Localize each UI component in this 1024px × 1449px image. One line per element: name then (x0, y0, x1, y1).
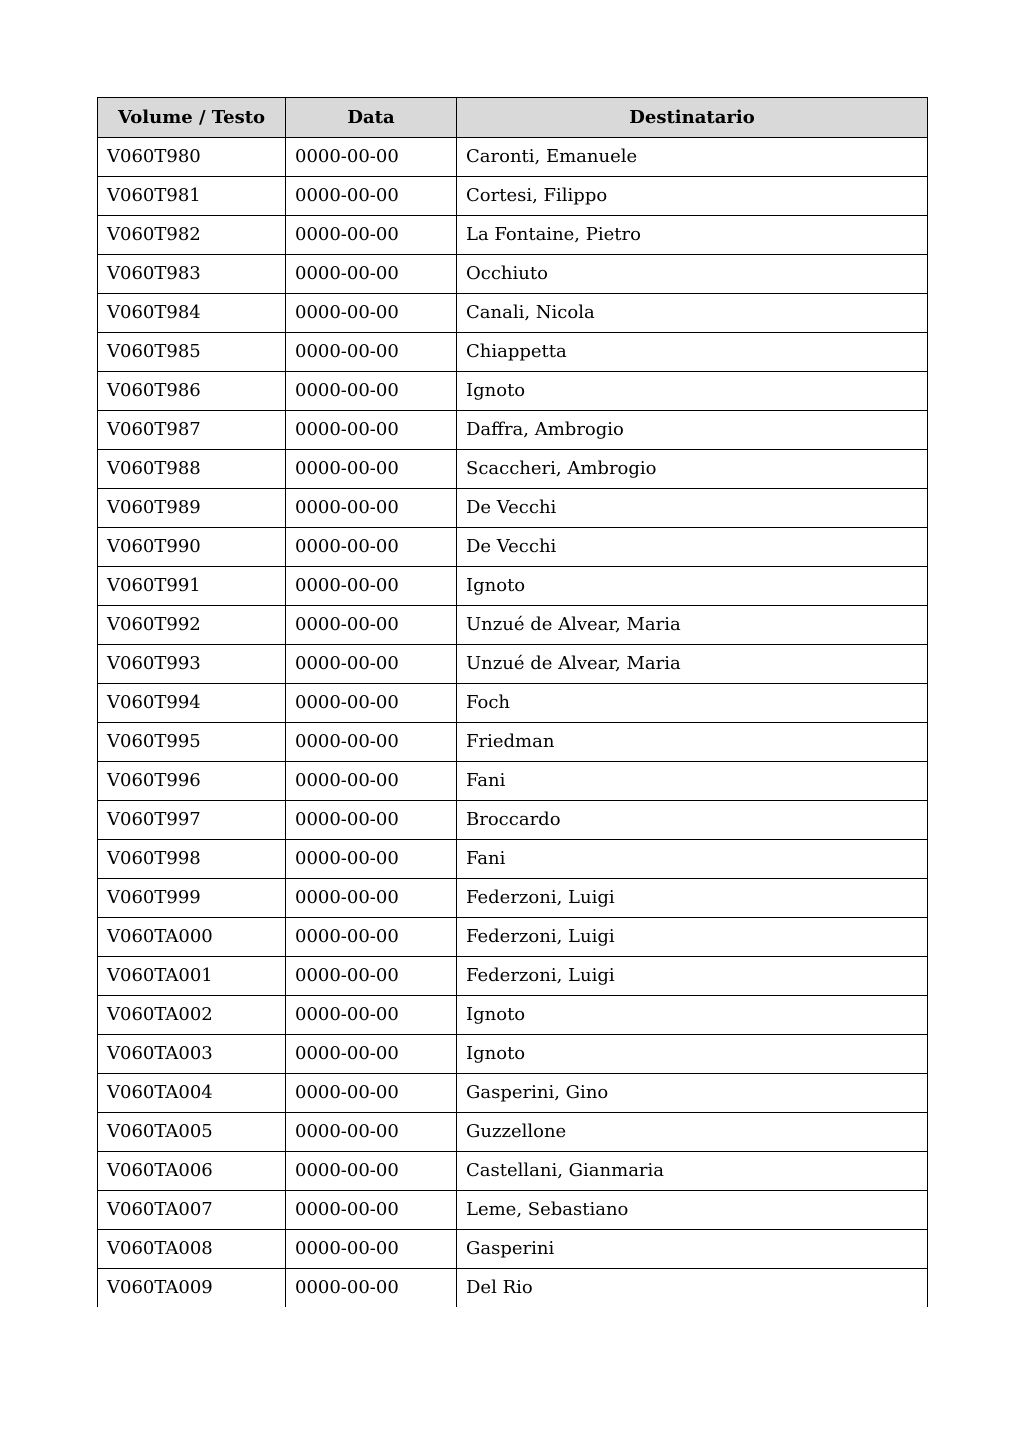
table-row (98, 411, 928, 450)
table-row (98, 762, 928, 801)
table-row (98, 1113, 928, 1152)
volume-testo-cell: V060T990 (98, 528, 286, 567)
destinatario-cell: Gasperini (457, 1230, 928, 1269)
destinatario-cell: Castellani, Gianmaria (457, 1152, 928, 1191)
data-cell: 0000-00-00 (286, 801, 457, 840)
data-cell: 0000-00-00 (286, 528, 457, 567)
volume-testo-cell: V060TA004 (98, 1074, 286, 1113)
table-row (98, 255, 928, 294)
table-row (98, 606, 928, 645)
table-row (98, 1035, 928, 1074)
destinatario-cell: Chiappetta (457, 333, 928, 372)
data-cell: 0000-00-00 (286, 255, 457, 294)
table-header (98, 98, 928, 138)
destinatario-cell: Gasperini, Gino (457, 1074, 928, 1113)
data-cell: 0000-00-00 (286, 333, 457, 372)
destinatario-cell: Canali, Nicola (457, 294, 928, 333)
table-row (98, 840, 928, 879)
destinatario-cell: Foch (457, 684, 928, 723)
destinatario-cell: Fani (457, 762, 928, 801)
volume-testo-cell: V060TA003 (98, 1035, 286, 1074)
data-cell: 0000-00-00 (286, 216, 457, 255)
destinatario-cell: Daffra, Ambrogio (457, 411, 928, 450)
data-cell: 0000-00-00 (286, 1152, 457, 1191)
destinatario-cell: Federzoni, Luigi (457, 957, 928, 996)
data-cell: 0000-00-00 (286, 1035, 457, 1074)
table-row (98, 567, 928, 606)
destinatario-cell: Friedman (457, 723, 928, 762)
volume-testo-cell: V060T983 (98, 255, 286, 294)
table-row (98, 996, 928, 1035)
data-cell: 0000-00-00 (286, 294, 457, 333)
data-cell: 0000-00-00 (286, 567, 457, 606)
volume-testo-cell: V060T989 (98, 489, 286, 528)
data-cell: 0000-00-00 (286, 840, 457, 879)
volume-testo-cell: V060T993 (98, 645, 286, 684)
table-row (98, 489, 928, 528)
table-row (98, 723, 928, 762)
volume-testo-cell: V060TA008 (98, 1230, 286, 1269)
destinatario-cell: Unzué de Alvear, Maria (457, 645, 928, 684)
table-row (98, 450, 928, 489)
destinatario-cell: De Vecchi (457, 489, 928, 528)
table-row (98, 1152, 928, 1191)
data-cell: 0000-00-00 (286, 489, 457, 528)
volume-testo-cell: V060T999 (98, 879, 286, 918)
table-row (98, 216, 928, 255)
table-body (98, 138, 928, 1308)
volume-testo-cell: V060T981 (98, 177, 286, 216)
destinatario-cell: Federzoni, Luigi (457, 918, 928, 957)
volume-testo-cell: V060T980 (98, 138, 286, 177)
volume-testo-cell: V060T998 (98, 840, 286, 879)
table-row (98, 294, 928, 333)
table-row (98, 645, 928, 684)
volume-testo-cell: V060T995 (98, 723, 286, 762)
volume-testo-cell: V060TA002 (98, 996, 286, 1035)
data-cell: 0000-00-00 (286, 723, 457, 762)
data-cell: 0000-00-00 (286, 177, 457, 216)
volume-testo-cell: V060TA007 (98, 1191, 286, 1230)
data-cell: 0000-00-00 (286, 918, 457, 957)
volume-testo-cell: V060TA005 (98, 1113, 286, 1152)
data-cell: 0000-00-00 (286, 138, 457, 177)
table-row (98, 528, 928, 567)
table-row (98, 684, 928, 723)
destinatario-cell: Ignoto (457, 372, 928, 411)
volume-testo-cell: V060T985 (98, 333, 286, 372)
volume-testo-cell: V060T997 (98, 801, 286, 840)
destinatario-cell: Unzué de Alvear, Maria (457, 606, 928, 645)
destinatario-cell: Scaccheri, Ambrogio (457, 450, 928, 489)
destinatario-cell: Federzoni, Luigi (457, 879, 928, 918)
data-cell: 0000-00-00 (286, 450, 457, 489)
data-cell: 0000-00-00 (286, 1230, 457, 1269)
destinatario-cell: Broccardo (457, 801, 928, 840)
table-row (98, 957, 928, 996)
header-row (98, 98, 928, 138)
table-row (98, 333, 928, 372)
data-cell: 0000-00-00 (286, 411, 457, 450)
table-row (98, 1269, 928, 1308)
volume-testo-cell: V060T991 (98, 567, 286, 606)
volume-testo-cell: V060TA009 (98, 1269, 286, 1308)
data-cell: 0000-00-00 (286, 1269, 457, 1308)
table-row (98, 801, 928, 840)
volume-testo-cell: V060T986 (98, 372, 286, 411)
data-cell: 0000-00-00 (286, 1191, 457, 1230)
data-cell: 0000-00-00 (286, 1113, 457, 1152)
volume-testo-cell: V060T982 (98, 216, 286, 255)
data-cell: 0000-00-00 (286, 1074, 457, 1113)
destinatario-cell: Ignoto (457, 1035, 928, 1074)
column-header-destinatario: Destinatario (457, 98, 928, 138)
table-row (98, 138, 928, 177)
table-row (98, 372, 928, 411)
destinatario-cell: De Vecchi (457, 528, 928, 567)
volume-testo-cell: V060TA006 (98, 1152, 286, 1191)
table-row (98, 177, 928, 216)
column-header-volume-testo: Volume / Testo (98, 98, 286, 138)
letters-table (97, 97, 928, 1307)
data-cell: 0000-00-00 (286, 645, 457, 684)
destinatario-cell: Caronti, Emanuele (457, 138, 928, 177)
destinatario-cell: Ignoto (457, 567, 928, 606)
volume-testo-cell: V060T994 (98, 684, 286, 723)
destinatario-cell: Fani (457, 840, 928, 879)
destinatario-cell: Occhiuto (457, 255, 928, 294)
volume-testo-cell: V060T992 (98, 606, 286, 645)
data-cell: 0000-00-00 (286, 684, 457, 723)
volume-testo-cell: V060T984 (98, 294, 286, 333)
destinatario-cell: Del Rio (457, 1269, 928, 1308)
destinatario-cell: La Fontaine, Pietro (457, 216, 928, 255)
table-row (98, 1230, 928, 1269)
data-cell: 0000-00-00 (286, 372, 457, 411)
data-cell: 0000-00-00 (286, 957, 457, 996)
volume-testo-cell: V060TA000 (98, 918, 286, 957)
table-row (98, 1074, 928, 1113)
volume-testo-cell: V060T987 (98, 411, 286, 450)
data-cell: 0000-00-00 (286, 606, 457, 645)
table-row (98, 1191, 928, 1230)
data-cell: 0000-00-00 (286, 879, 457, 918)
volume-testo-cell: V060T988 (98, 450, 286, 489)
destinatario-cell: Cortesi, Filippo (457, 177, 928, 216)
column-header-data: Data (286, 98, 457, 138)
data-cell: 0000-00-00 (286, 762, 457, 801)
destinatario-cell: Ignoto (457, 996, 928, 1035)
destinatario-cell: Leme, Sebastiano (457, 1191, 928, 1230)
volume-testo-cell: V060T996 (98, 762, 286, 801)
destinatario-cell: Guzzellone (457, 1113, 928, 1152)
data-cell: 0000-00-00 (286, 996, 457, 1035)
table-row (98, 879, 928, 918)
table-row (98, 918, 928, 957)
volume-testo-cell: V060TA001 (98, 957, 286, 996)
